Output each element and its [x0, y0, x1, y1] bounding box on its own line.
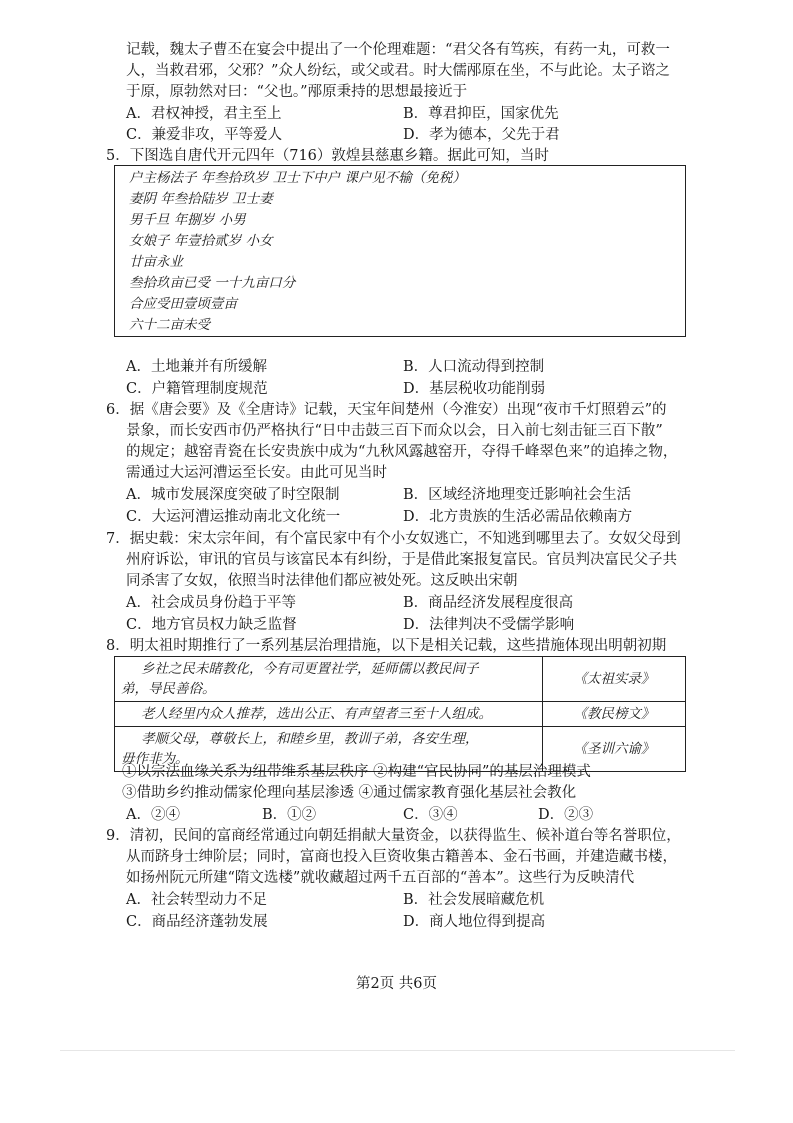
q5-option-c: C．户籍管理制度规范 — [126, 381, 268, 397]
page-bottom-divider — [60, 1050, 735, 1051]
record-text: 孝顺父母，尊敬长上，和睦乡里，教训子弟，各安生理， — [141, 731, 479, 747]
table-row — [115, 702, 686, 727]
register-line-8: 六十二亩未受 — [129, 317, 210, 333]
q8-items-line-1: ①以宗法血缘关系为纽带维系基层秩序 ②构建“官民协同”的基层治理模式 — [122, 764, 591, 780]
q6-option-b: B．区域经济地理变迁影响社会生活 — [403, 487, 632, 503]
q9-option-b: B．社会发展暗藏危机 — [403, 892, 545, 908]
q9-option-a: A．社会转型动力不足 — [126, 892, 267, 908]
q5-stem: 5．下图选自唐代开元四年（716）敦煌县慈惠乡籍。据此可知，当时 — [106, 148, 549, 164]
q4-option-a: A．君权神授，君主至上 — [126, 106, 282, 122]
register-line-4: 女娘子 年壹拾贰岁 小女 — [129, 233, 273, 249]
q7-option-d: D．法律判决不受儒学影响 — [403, 617, 575, 633]
q5-option-b: B．人口流动得到控制 — [403, 359, 545, 375]
q6-line-2: 景象，而长安西市仍严格执行“日中击鼓三百下而众以会，日入前七刻击钲三百下散” — [126, 423, 663, 439]
record-text-cell — [115, 657, 543, 702]
q6-line-1: 6．据《唐会要》及《全唐诗》记载，天宝年间楚州（今淮安）出现“夜市千灯照碧云”的 — [106, 402, 667, 418]
q9-line-2: 从而跻身士绅阶层；同时，富商也投入巨资收集古籍善本、金石书画，并建造藏书楼， — [126, 849, 677, 865]
q6-option-d: D．北方贵族的生活必需品依赖南方 — [403, 509, 633, 525]
q7-option-c: C．地方官员权力缺乏监督 — [126, 617, 297, 633]
q7-option-a: A．社会成员身份趋于平等 — [126, 595, 296, 611]
q6-option-a: A．城市发展深度突破了时空限制 — [126, 487, 340, 503]
record-source: 《圣训六谕》 — [543, 727, 686, 772]
q7-line-2: 州府诉讼，审讯的官员与该富民本有纠纷，于是借此案报复富民。官员判决富民父子共 — [126, 552, 677, 568]
q4-option-c: C．兼爱非攻，平等爱人 — [126, 127, 283, 143]
register-line-7: 合应受田壹顷壹亩 — [129, 296, 237, 312]
register-line-1: 户主杨法子 年叁拾玖岁 卫士下中户 课户见不输（免税） — [129, 170, 466, 186]
record-source: 《太祖实录》 — [543, 657, 686, 702]
register-line-2: 妻阴 年叁拾陆岁 卫士妻 — [129, 191, 273, 207]
q8-option-a: A．②④ — [126, 807, 180, 823]
q4-line-2: 人，当救君邪，父邪？”众人纷纭，或父或君。时大儒邴原在坐，不与此论。太子谘之 — [126, 63, 670, 79]
q7-line-1: 7．据史载：宋太宗年间，有个富民家中有个小女奴逃亡，不知逃到哪里去了。女奴父母到 — [106, 531, 681, 547]
record-text-cont: 毋作非为。 — [121, 751, 189, 767]
governance-records-table — [114, 656, 686, 772]
record-source: 《教民榜文》 — [543, 702, 686, 727]
record-text-cont: 弟，导民善俗。 — [121, 681, 216, 697]
q4-option-b: B．尊君抑臣，国家优先 — [403, 106, 559, 122]
q9-option-d: D．商人地位得到提高 — [403, 914, 546, 930]
q8-stem: 8．明太祖时期推行了一系列基层治理措施，以下是相关记载，这些措施体现出明朝初期 — [106, 638, 667, 654]
q9-line-1: 9．清初，民间的富商经常通过向朝廷捐献大量资金，以获得监生、候补道台等名誉职位， — [106, 828, 681, 844]
q9-line-3: 如扬州阮元所建“隋文选楼”就收藏超过两千五百部的“善本”。这些行为反映清代 — [126, 870, 635, 886]
register-line-5: 廿亩永业 — [129, 254, 183, 270]
q4-line-3: 于原，原勃然对曰：“父也。”邴原秉持的思想最接近于 — [126, 84, 468, 100]
register-line-6: 叁拾玖亩已受 一十九亩口分 — [129, 275, 296, 291]
q8-option-c: C．③④ — [403, 807, 458, 823]
record-text: 乡社之民未睹教化，今有司更置社学，延师儒以教民间子 — [141, 661, 479, 677]
page-number-footer: 第2页 共6页 — [355, 976, 438, 992]
q8-option-d: D．②③ — [538, 807, 594, 823]
q6-option-c: C．大运河漕运推动南北文化统一 — [126, 509, 341, 525]
register-line-3: 男千旦 年捌岁 小男 — [129, 212, 246, 228]
q8-items-line-2: ③借助乡约推动儒家伦理向基层渗透 ④通过儒家教育强化基层社会教化 — [122, 785, 577, 801]
household-register-box — [114, 165, 686, 337]
q4-option-d: D．孝为德本，父先于君 — [403, 127, 560, 143]
q5-option-d: D．基层税收功能削弱 — [403, 381, 546, 397]
q6-line-3: 的规定；越窑青瓷在长安贵族中成为“九秋风露越窑开，夺得千峰翠色来”的追捧之物， — [126, 444, 678, 460]
q5-option-a: A．土地兼并有所缓解 — [126, 359, 267, 375]
table-row — [115, 657, 686, 702]
q4-line-1: 记载，魏太子曹丕在宴会中提出了一个伦理难题：“君父各有笃疾，有药一丸，可救一 — [126, 42, 670, 58]
record-text: 老人经里内众人推荐，选出公正、有声望者三至十人组成。 — [141, 706, 492, 722]
record-text-cell — [115, 702, 543, 727]
q9-option-c: C．商品经济蓬勃发展 — [126, 914, 268, 930]
q6-line-4: 需通过大运河漕运至长安。由此可见当时 — [126, 465, 387, 481]
q7-option-b: B．商品经济发展程度很高 — [403, 595, 574, 611]
q7-line-3: 同杀害了女奴，依照当时法律他们都应被处死。这反映出宋朝 — [126, 573, 518, 589]
q8-option-b: B．①② — [262, 807, 317, 823]
